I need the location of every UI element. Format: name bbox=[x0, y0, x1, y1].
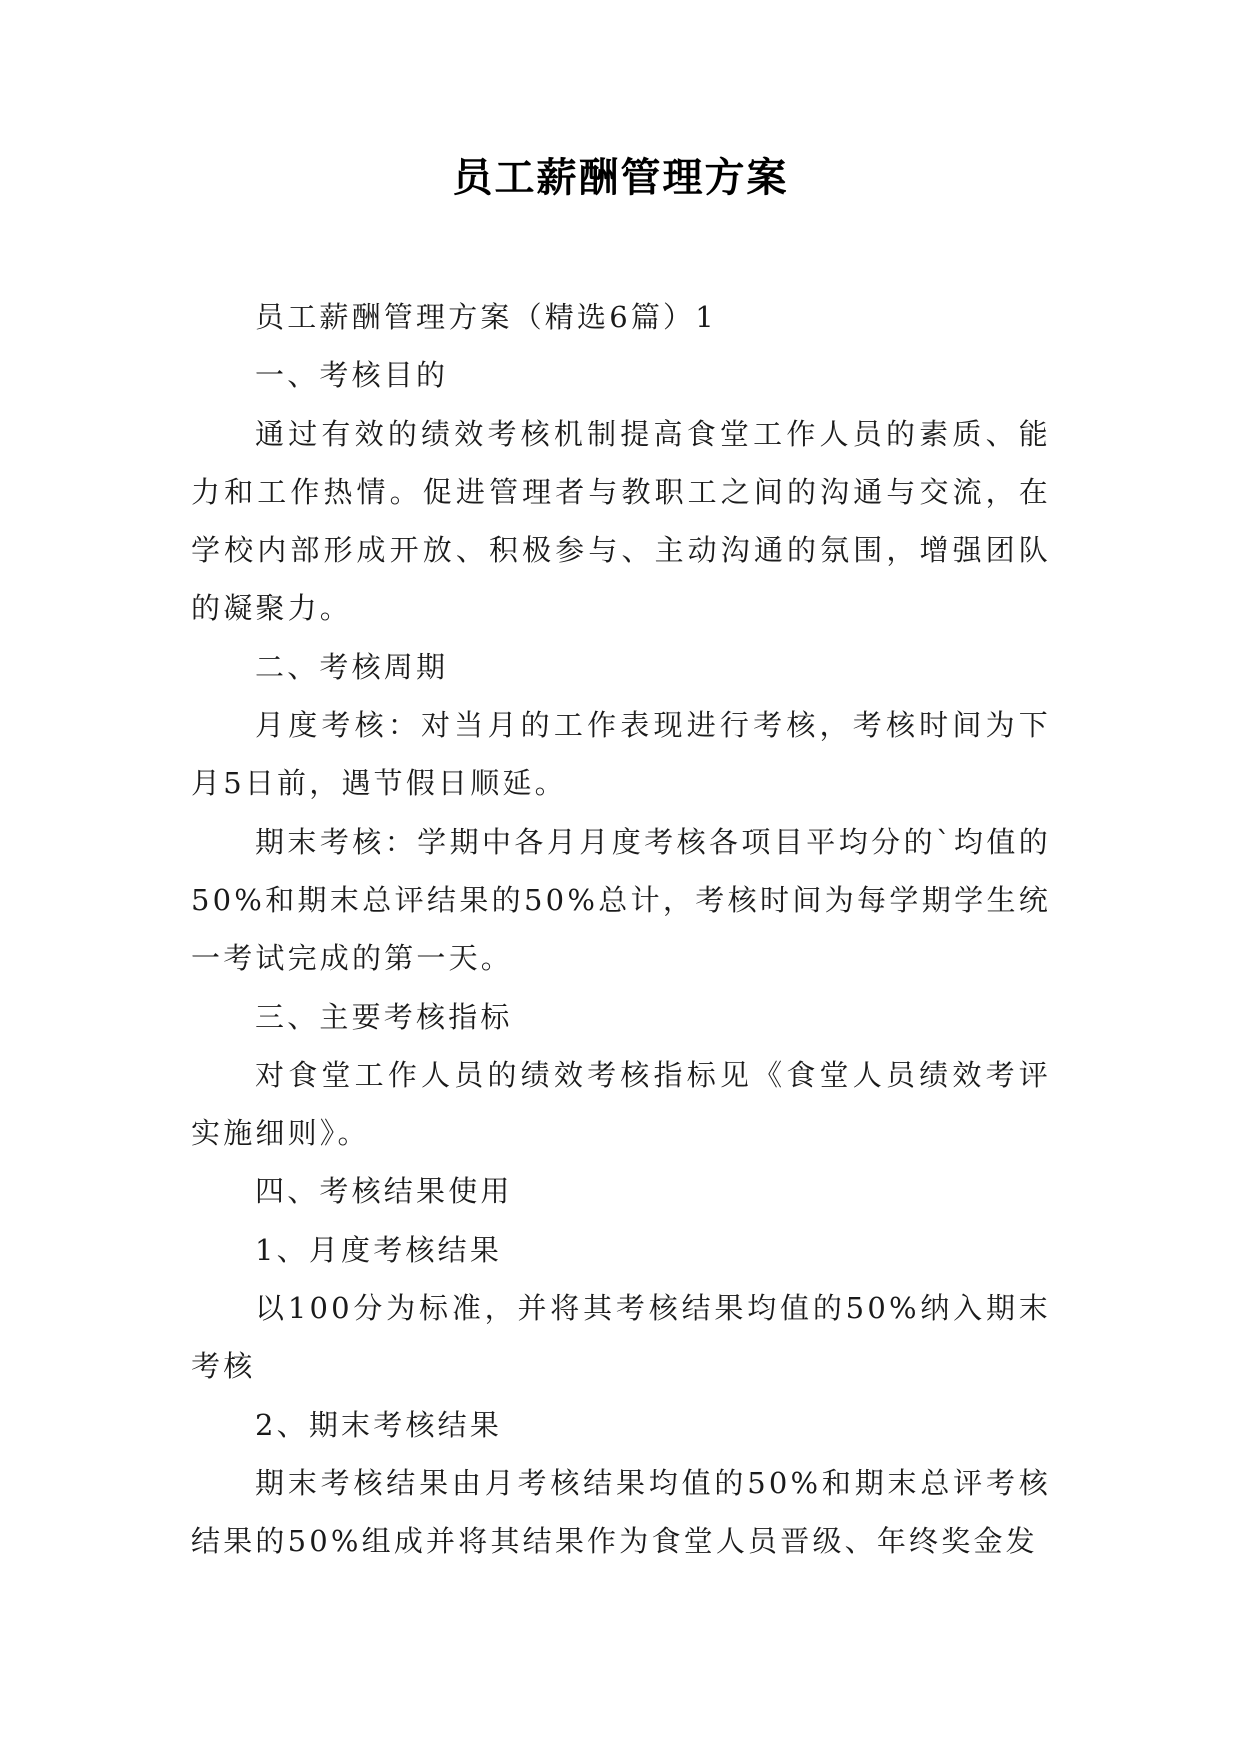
document-title: 员工薪酬管理方案 bbox=[452, 155, 789, 201]
section-3-body: 对食堂工作人员的绩效考核指标见《食堂人员绩效考评实施细则》。 bbox=[191, 1057, 1051, 1151]
section-1-heading: 一、考核目的 bbox=[255, 358, 449, 393]
document-body bbox=[191, 288, 1051, 1571]
subtitle: 员工薪酬管理方案（精选6篇）1 bbox=[255, 300, 717, 334]
section-4-item-1-body: 以100分为标准，并将其考核结果均值的50%纳入期末考核 bbox=[191, 1291, 1051, 1384]
section-1-body: 通过有效的绩效考核机制提高食堂工作人员的素质、能力和工作热情。促进管理者与教职工之间的沟通与交流，在学校内部形成开放、积极参与、主动沟通的氛围，增强团队的凝聚力。 bbox=[191, 416, 1051, 626]
section-3-heading: 三、主要考核指标 bbox=[255, 999, 513, 1034]
section-2-heading: 二、考核周期 bbox=[255, 649, 449, 684]
section-4-item-2-heading: 2、期末考核结果 bbox=[255, 1407, 503, 1442]
section-2-final: 期末考核：学期中各月月度考核各项目平均分的`均值的50%和期末总评结果的50%总计，考核时间为每学期学生统一考试完成的第一天。 bbox=[191, 824, 1051, 976]
section-4-item-2-body: 期末考核结果由月考核结果均值的50%和期末总评考核结果的50%组成并将其结果作为食堂人员晋级、年终奖金发 bbox=[191, 1465, 1051, 1559]
section-2-monthly: 月度考核：对当月的工作表现进行考核，考核时间为下月5日前，遇节假日顺延。 bbox=[191, 708, 1051, 801]
section-4-item-1-heading: 1、月度考核结果 bbox=[255, 1232, 503, 1267]
section-4-heading: 四、考核结果使用 bbox=[255, 1174, 513, 1209]
